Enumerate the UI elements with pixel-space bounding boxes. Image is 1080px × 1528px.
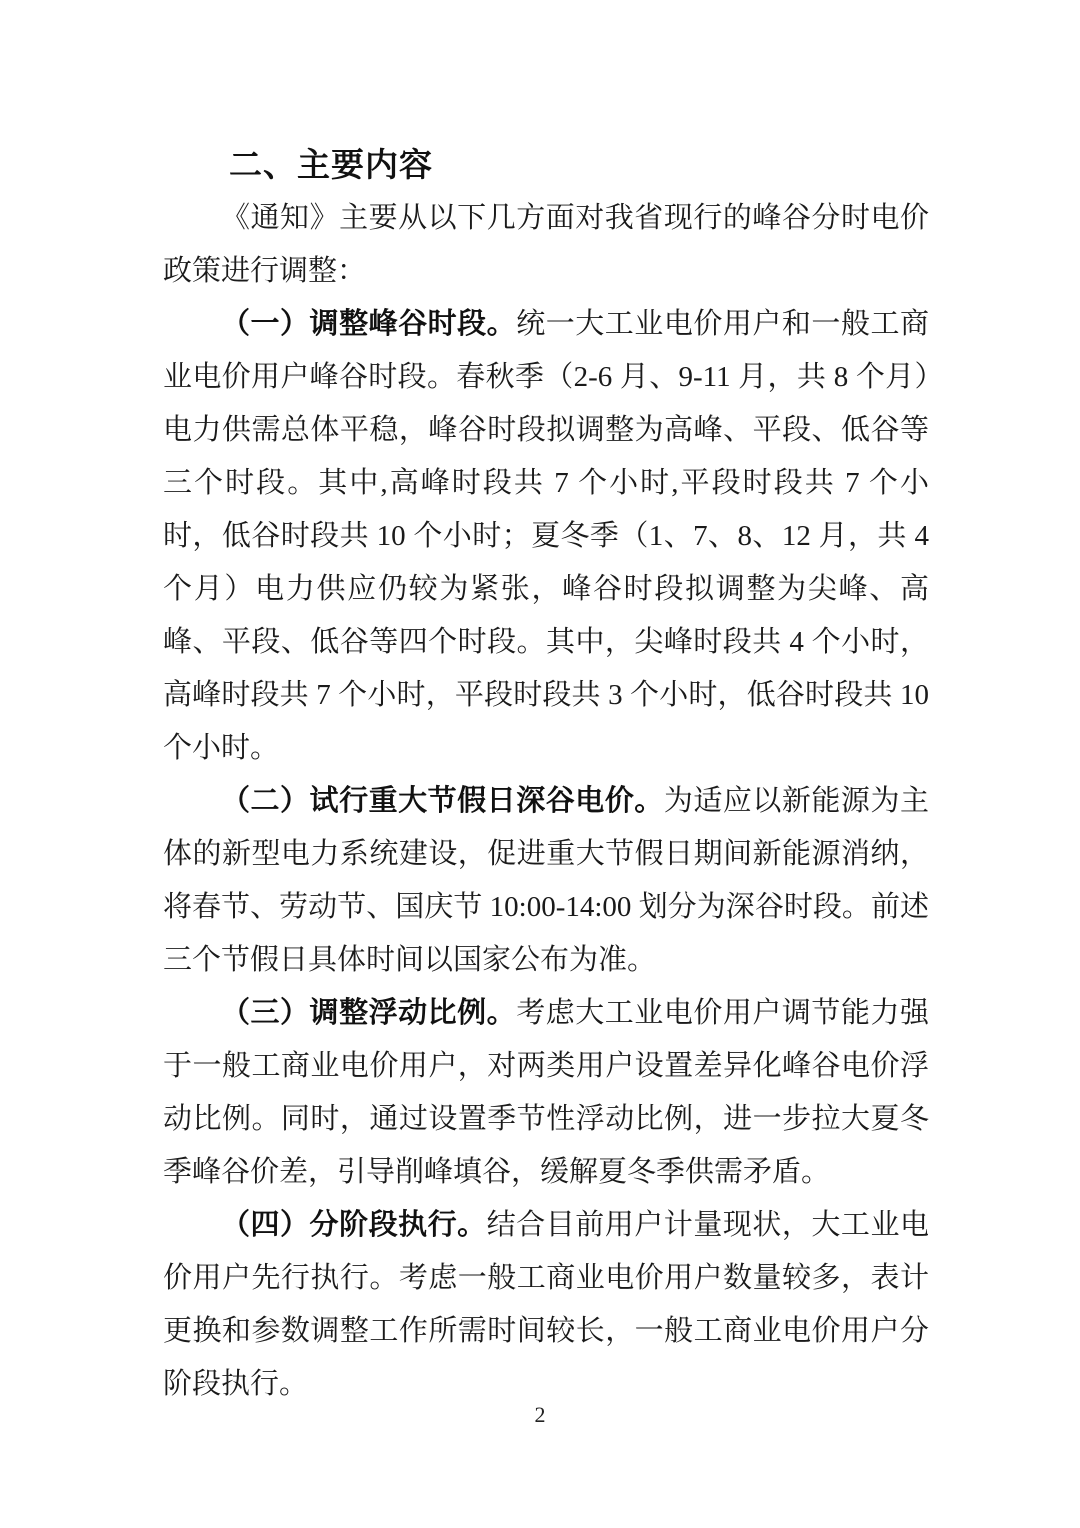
page-footer [0, 1402, 1080, 1428]
document-body [163, 138, 929, 1411]
paragraph-text-1: 统一大工业电价用户和一般工商业电价用户峰谷时段。春秋季（2-6 月、9-11 月，共 8 个月）电力供需总体平稳，峰谷时段拟调整为高峰、平段、低谷等三个时段。其中,高峰时段共 7 个小时,平段时段共 7 个小时，低谷时段共 10 个小时；夏冬季（1、7、8、12 月，共 4 个月）电力供应仍较为紧张，峰谷时段拟调整为尖峰、高峰、平段、低谷等四个时段。其中，尖峰时段共 4 个小时，高峰时段共 7 个小时，平段时段共 3 个小时，低谷时段共 10 个小时。 [163, 308, 929, 764]
paragraph-item-4 [163, 1199, 929, 1411]
paragraph-lead-3: （三）调整浮动比例。 [221, 997, 517, 1029]
page-number: 2 [534, 1402, 546, 1427]
section-heading: 二、主要内容 [229, 146, 433, 183]
paragraph-text-3: 考虑大工业电价用户调节能力强于一般工商业电价用户，对两类用户设置差异化峰谷电价浮动比例。同时，通过设置季节性浮动比例，进一步拉大夏冬季峰谷价差，引导削峰填谷，缓解夏冬季供需矛盾。 [163, 997, 929, 1188]
intro-paragraph: 《通知》主要从以下几方面对我省现行的峰谷分时电价政策进行调整： [163, 202, 929, 287]
paragraph-item-3 [163, 987, 929, 1199]
paragraph-item-2 [163, 775, 929, 987]
paragraph-lead-1: （一）调整峰谷时段。 [221, 308, 517, 340]
paragraph-lead-2: （二）试行重大节假日深谷电价。 [221, 785, 664, 817]
paragraph-lead-4: （四）分阶段执行。 [221, 1209, 487, 1241]
paragraph-item-1 [163, 298, 929, 775]
paragraph-text-2: 为适应以新能源为主体的新型电力系统建设，促进重大节假日期间新能源消纳，将春节、劳动节、国庆节 10:00-14:00 划分为深谷时段。前述三个节假日具体时间以国家公布为准。 [163, 785, 929, 976]
paragraph-text-4: 结合目前用户计量现状，大工业电价用户先行执行。考虑一般工商业电价用户数量较多，表计更换和参数调整工作所需时间较长，一般工商业电价用户分阶段执行。 [163, 1209, 929, 1400]
